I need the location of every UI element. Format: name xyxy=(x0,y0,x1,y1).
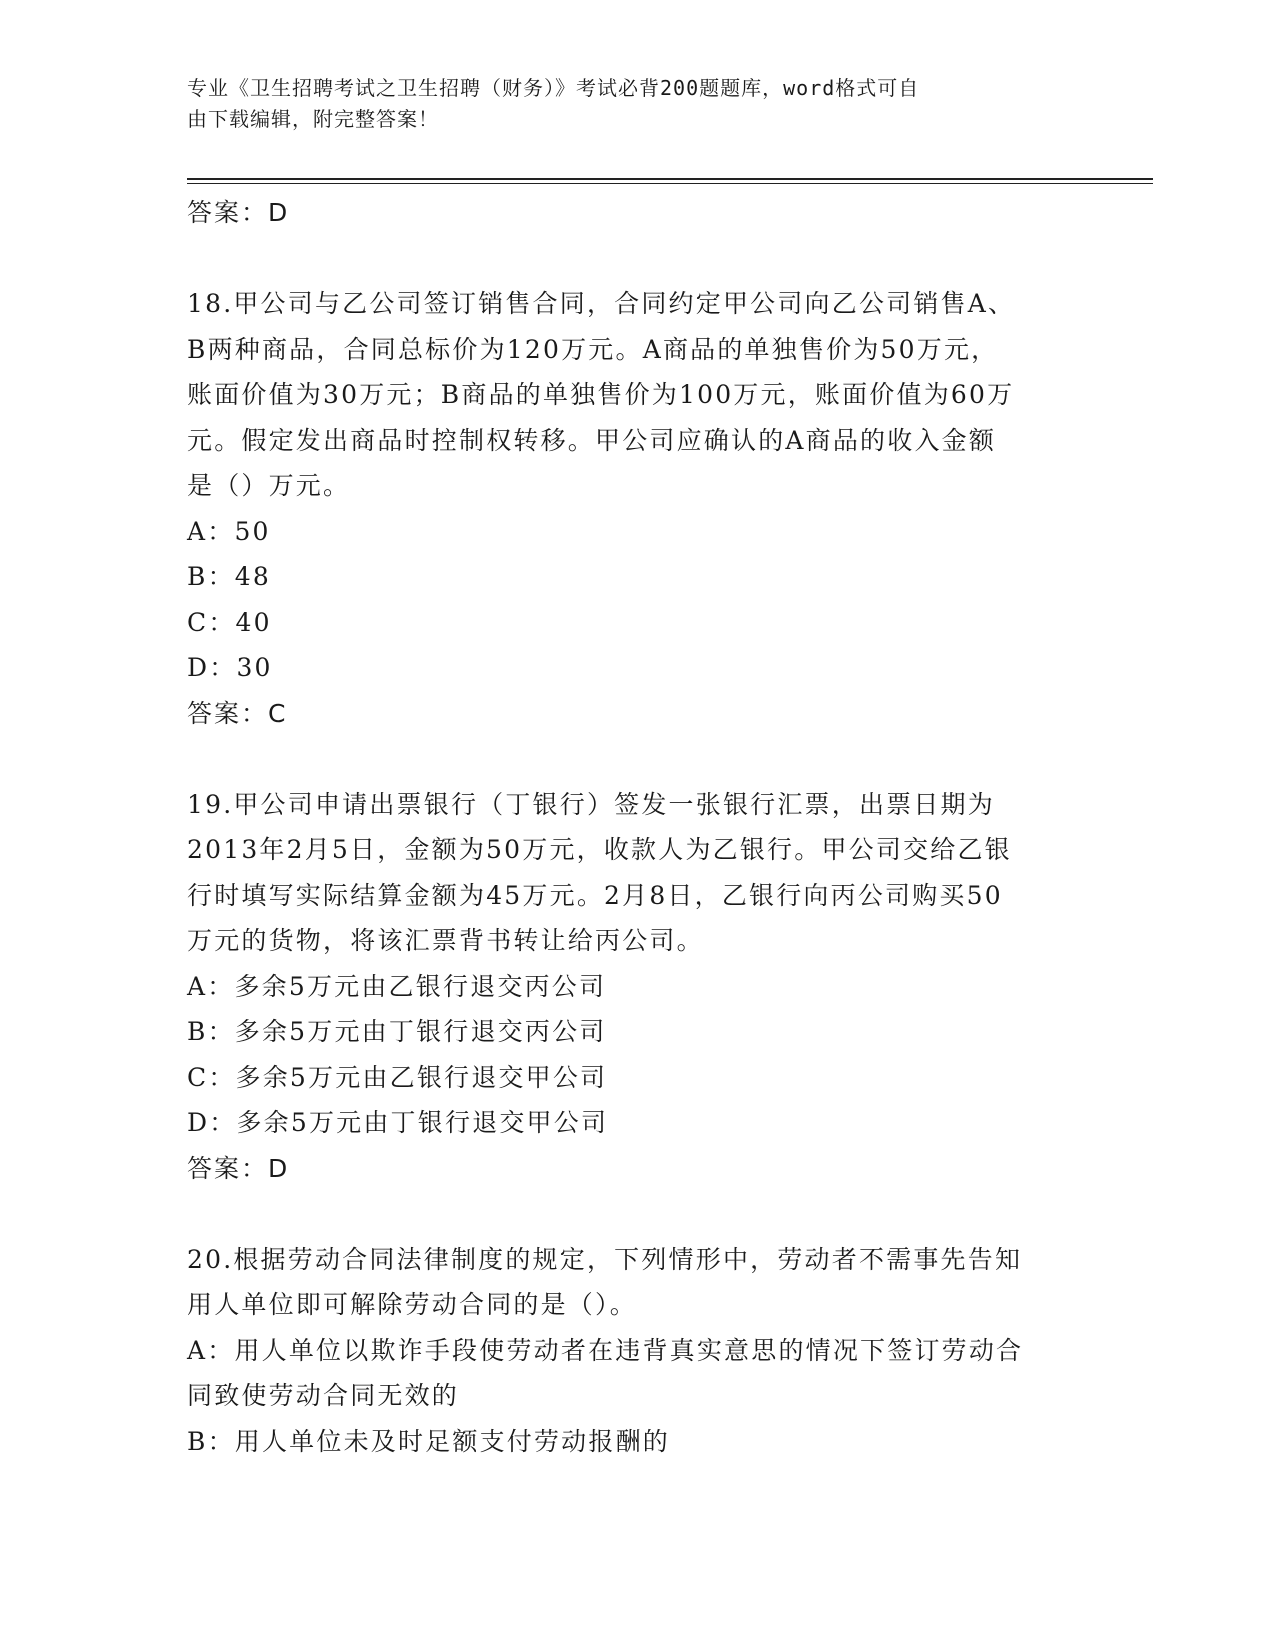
q18-stem-line-4: 元。假定发出商品时控制权转移。甲公司应确认的A商品的收入金额 xyxy=(187,425,997,455)
q19-option-a: A：多余5万元由乙银行退交丙公司 xyxy=(187,971,607,1001)
q18-option-b: B：48 xyxy=(187,562,271,591)
question-19 xyxy=(187,782,1087,1192)
q18-answer: 答案：C xyxy=(187,698,288,728)
q19-stem-line-1: 19.甲公司申请出票银行（丁银行）签发一张银行汇票，出票日期为 xyxy=(187,789,995,819)
q20-option-a-line-1: A：用人单位以欺诈手段使劳动者在违背真实意思的情况下签订劳动合 xyxy=(187,1335,1024,1365)
header-rule-thick xyxy=(187,178,1153,180)
question-20 xyxy=(187,1237,1087,1465)
q19-stem-line-3: 行时填写实际结算金额为45万元。2月8日，乙银行向丙公司购买50 xyxy=(187,880,1003,910)
question-18 xyxy=(187,281,1087,737)
spacer xyxy=(187,236,1087,281)
q20-option-b: B：用人单位未及时足额支付劳动报酬的 xyxy=(187,1426,670,1456)
answer-17: 答案：D xyxy=(187,198,290,227)
q19-option-b: B：多余5万元由丁银行退交丙公司 xyxy=(187,1017,607,1046)
header-line-2: 由下载编辑，附完整答案！ xyxy=(187,107,439,131)
q18-stem-line-1: 18.甲公司与乙公司签订销售合同，合同约定甲公司向乙公司销售A、 xyxy=(187,289,1016,318)
q20-option-a-line-2: 同致使劳动合同无效的 xyxy=(187,1381,460,1410)
header-rule-thin xyxy=(187,183,1153,184)
q18-stem-line-2: B两种商品，合同总标价为120万元。A商品的单独售价为50万元， xyxy=(187,334,999,364)
document-body xyxy=(187,190,1087,1464)
q19-option-d: D：多余5万元由丁银行退交甲公司 xyxy=(187,1108,609,1137)
q18-stem-line-3: 账面价值为30万元；B商品的单独售价为100万元，账面价值为60万 xyxy=(187,380,1015,409)
q20-stem-line-2: 用人单位即可解除劳动合同的是（）。 xyxy=(187,1290,637,1319)
q18-stem-line-5: 是（）万元。 xyxy=(187,471,351,500)
spacer xyxy=(187,1192,1087,1237)
q18-option-d: D：30 xyxy=(187,653,273,682)
spacer xyxy=(187,737,1087,782)
header-line-1: 专业《卫生招聘考试之卫生招聘（财务）》考试必背200题题库，word格式可自 xyxy=(187,76,920,100)
page-header xyxy=(187,73,1067,135)
q19-stem-line-2: 2013年2月5日，金额为50万元，收款人为乙银行。甲公司交给乙银 xyxy=(187,835,1012,864)
q20-stem-line-1: 20.根据劳动合同法律制度的规定，下列情形中，劳动者不需事先告知 xyxy=(187,1244,1023,1274)
q19-stem-line-4: 万元的货物，将该汇票背书转让给丙公司。 xyxy=(187,926,704,955)
q18-option-c: C：40 xyxy=(187,607,272,637)
q18-option-a: A：50 xyxy=(187,516,271,546)
q19-option-c: C：多余5万元由乙银行退交甲公司 xyxy=(187,1062,608,1092)
q19-answer: 答案：D xyxy=(187,1153,290,1183)
